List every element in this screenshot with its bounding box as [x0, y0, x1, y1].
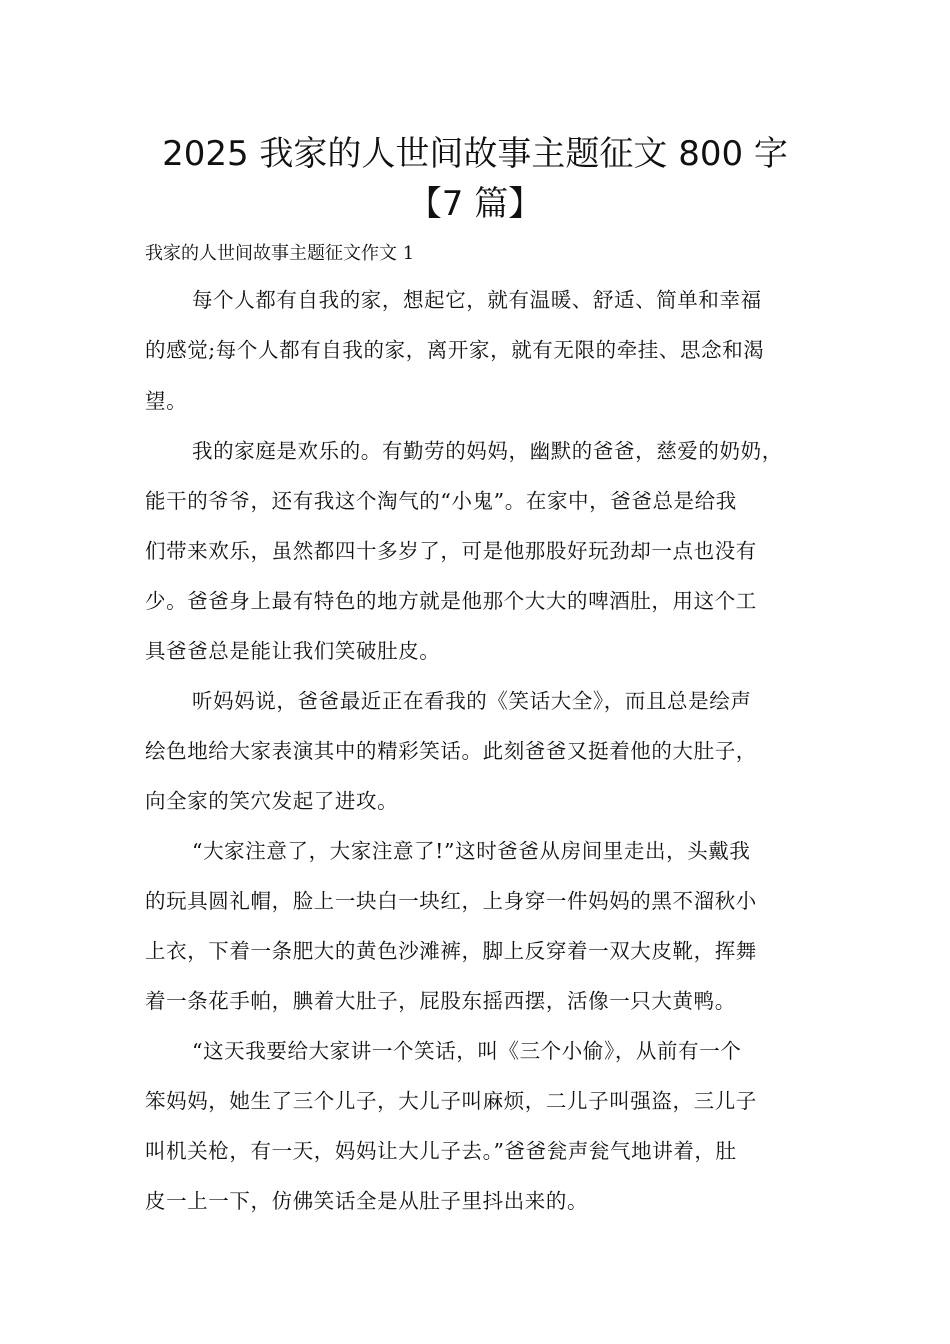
document-title-line-2: 【7 篇】 — [407, 184, 543, 224]
text-line: 能干的爷爷，还有我这个淘气的“小鬼”。在家中，爸爸总是给我 — [145, 489, 737, 513]
text-line: 少。爸爸身上最有特色的地方就是他那个大大的啤酒肚，用这个工 — [145, 589, 757, 613]
document-title-line-1: 2025 我家的人世间故事主题征文 800 字 — [162, 134, 788, 174]
essay-subtitle: 我家的人世间故事主题征文作文 1 — [145, 243, 415, 264]
text-line: 绘色地给大家表演其中的精彩笑话。此刻爸爸又挺着他的大肚子， — [145, 739, 757, 763]
text-line: 的感觉;每个人都有自我的家，离开家，就有无限的牵挂、思念和渴 — [145, 338, 765, 362]
text-line: 每个人都有自我的家，想起它，就有温暖、舒适、简单和幸福 — [192, 288, 762, 312]
text-line: 着一条花手帕，腆着大肚子，屁股东摇西摆，活像一只大黄鸭。 — [145, 989, 736, 1013]
text-line: 的玩具圆礼帽，脸上一块白一块红，上身穿一件妈妈的黑不溜秋小 — [145, 889, 757, 913]
text-line: 们带来欢乐，虽然都四十多岁了，可是他那股好玩劲却一点也没有 — [145, 539, 757, 563]
text-line: 望。 — [145, 389, 188, 413]
text-line: 听妈妈说，爸爸最近正在看我的《笑话大全》，而且总是绘声 — [192, 689, 752, 713]
text-line: 我的家庭是欢乐的。有勤劳的妈妈，幽默的爸爸，慈爱的奶奶， — [192, 439, 783, 463]
text-line: “这天我要给大家讲一个笑话，叫《三个小偷》，从前有一个 — [192, 1039, 742, 1063]
text-line: 皮一上一下，仿佛笑话全是从肚子里抖出来的。 — [145, 1189, 589, 1213]
text-line: 叫机关枪，有一天，妈妈让大儿子去。”爸爸瓮声瓮气地讲着，肚 — [145, 1139, 737, 1163]
text-line: 具爸爸总是能让我们笑破肚皮。 — [145, 639, 441, 663]
text-line: 向全家的笑穴发起了进攻。 — [145, 789, 399, 813]
text-line: 上衣，下着一条肥大的黄色沙滩裤，脚上反穿着一双大皮靴，挥舞 — [145, 939, 757, 963]
text-line: 笨妈妈，她生了三个儿子，大儿子叫麻烦，二儿子叫强盗，三儿子 — [145, 1089, 757, 1113]
text-line: “大家注意了，大家注意了!”这时爸爸从房间里走出，头戴我 — [192, 839, 751, 863]
